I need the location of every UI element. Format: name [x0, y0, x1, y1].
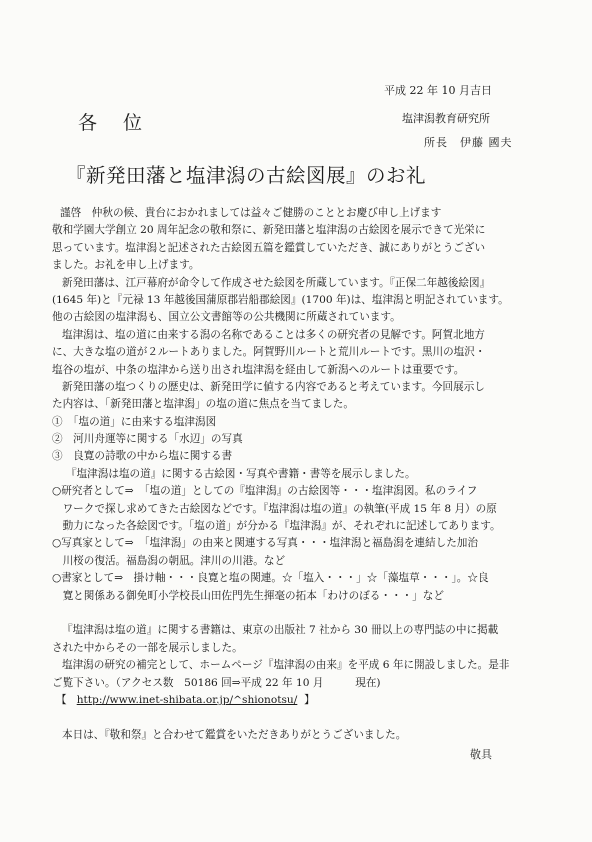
exhibit-list-item: ③ 良寛の詩歌の中から塩に関する書: [52, 450, 233, 463]
paragraph-2-line: 新発田藩は、江戸幕府が命令して作成させた絵図を所蔵しています。『正保二年越後絵図』: [62, 276, 491, 289]
calligrapher-line: ○書家として⇒ 掛け軸・・・良寛と塩の関連。☆「塩入・・・」☆「藻塩草・・・」。☆良: [52, 572, 489, 585]
paragraph-1-line: 敬和学園大学創立 20 周年記念の敬和祭に、新発田藩と塩津潟の古絵図を展示できて光栄に: [52, 224, 486, 237]
calligrapher-line: 寛と関係ある御免町小学校長山田佐門先生揮毫の拓本「わけのぼる・・・」など: [52, 589, 444, 602]
spacer: [52, 709, 548, 726]
letter-title: 『新発田藩と塩津潟の古絵図展』のお礼: [66, 164, 427, 187]
homepage-url-link[interactable]: http://www.inet-shibata.or.jp/^shionotsu/: [76, 693, 298, 706]
photographer-line: 川桜の復活。福島潟の朝凪。津川の川港。など: [52, 554, 286, 567]
final-thanks-line: 本日は、『敬和祭』と合わせて鑑賞をいただきありがとうございました。: [62, 728, 407, 741]
books-line: された中からその一部を展示しました。: [52, 641, 243, 654]
letter-body: [52, 205, 548, 744]
paragraph-4-line: た内容は、「新発田藩と塩津潟」の塩の道に焦点を当てました。: [52, 398, 354, 411]
paragraph-1-line: 思っています。塩津潟と記述された古絵図五篇を鑑賞していただき、誠にありがとうござい: [52, 241, 486, 254]
spacer: [52, 605, 548, 622]
exhibit-list-item: ② 河川舟運等に関する「水辺」の写真: [52, 433, 243, 446]
organization-name: 塩津潟教育研究所: [402, 112, 490, 125]
homepage-line: ご覧下さい。（アクセス数 50186 回⇒平成 22 年 10 月 現在): [52, 676, 381, 689]
paragraph-3-line: 塩津潟は、塩の道に由来する潟の名称であることは多くの研究者の見解です。阿賀北地方: [62, 328, 485, 341]
paragraph-2-line: 他の古絵図の塩津潟も、国立公文書館等の公共機関に所蔵されています。: [52, 311, 401, 324]
paragraph-3-line: 塩谷の塩が、中条の塩津から送り出され塩津潟を経由して新潟へのルートは重要です。: [52, 363, 465, 376]
addressee: 各 位: [78, 112, 153, 134]
exhibit-intro: 『塩津潟は塩の道』に関する古絵図・写真や書籍・書等を展示しました。: [66, 467, 416, 480]
paragraph-3-line: に、大きな塩の道が２ルートありました。阿賀野川ルートと荒川ルートです。黒川の塩沢・: [52, 346, 486, 359]
paragraph-4-line: 新発田藩の塩つくりの歴史は、新発田学に値する内容であると考えています。今回展示し: [62, 380, 485, 393]
books-line: 『塩津潟は塩の道』に関する書籍は、東京の出版社 7 社から 30 冊以上の専門誌の中に掲載: [62, 624, 499, 637]
researcher-line: ワークで探し求めてきた古絵図などです。『塩津潟は塩の道』の執筆(平成 15 年 8 月）の原: [52, 502, 497, 515]
url-open-bracket: 【: [56, 693, 67, 706]
closing-salutation: 敬具: [470, 748, 492, 761]
date-line: 平成 22 年 10 月吉日: [384, 84, 492, 97]
researcher-line: ○研究者として⇒ 「塩の道」としての『塩津潟』の古絵図等・・・塩津潟図。私のライフ: [52, 485, 478, 498]
url-close-bracket: 】: [304, 693, 315, 706]
greeting-line: 謹啓 仲秋の候、貴台におかれましては益々ご健勝のこととお慶び申し上げます: [60, 207, 442, 219]
url-line: [52, 692, 548, 709]
researcher-line: 動力になった各絵図です。「塩の道」が分かる『塩津潟』が、それぞれに記述してあります。: [52, 520, 501, 533]
homepage-line: 塩津潟の研究の補完として、ホームページ『塩津潟の由来』を平成 6 年に開設しました。是非: [62, 659, 510, 672]
paragraph-2-line: (1645 年)と『元禄 13 年越後国蒲原郡岩船郡絵図』(1700 年)は、塩津潟と明記されています。: [52, 293, 509, 306]
paragraph-1-line: ました。お礼を申し上げます。: [52, 259, 200, 272]
sender-name: 所長 伊藤 國夫: [424, 136, 513, 149]
exhibit-list-item: ① 「塩の道」に由来する塩津潟図: [52, 415, 217, 428]
photographer-line: ○写真家として⇒ 「塩津潟」の由来と関連する写真・・・塩津潟と福島潟を連結した加治: [52, 537, 478, 550]
